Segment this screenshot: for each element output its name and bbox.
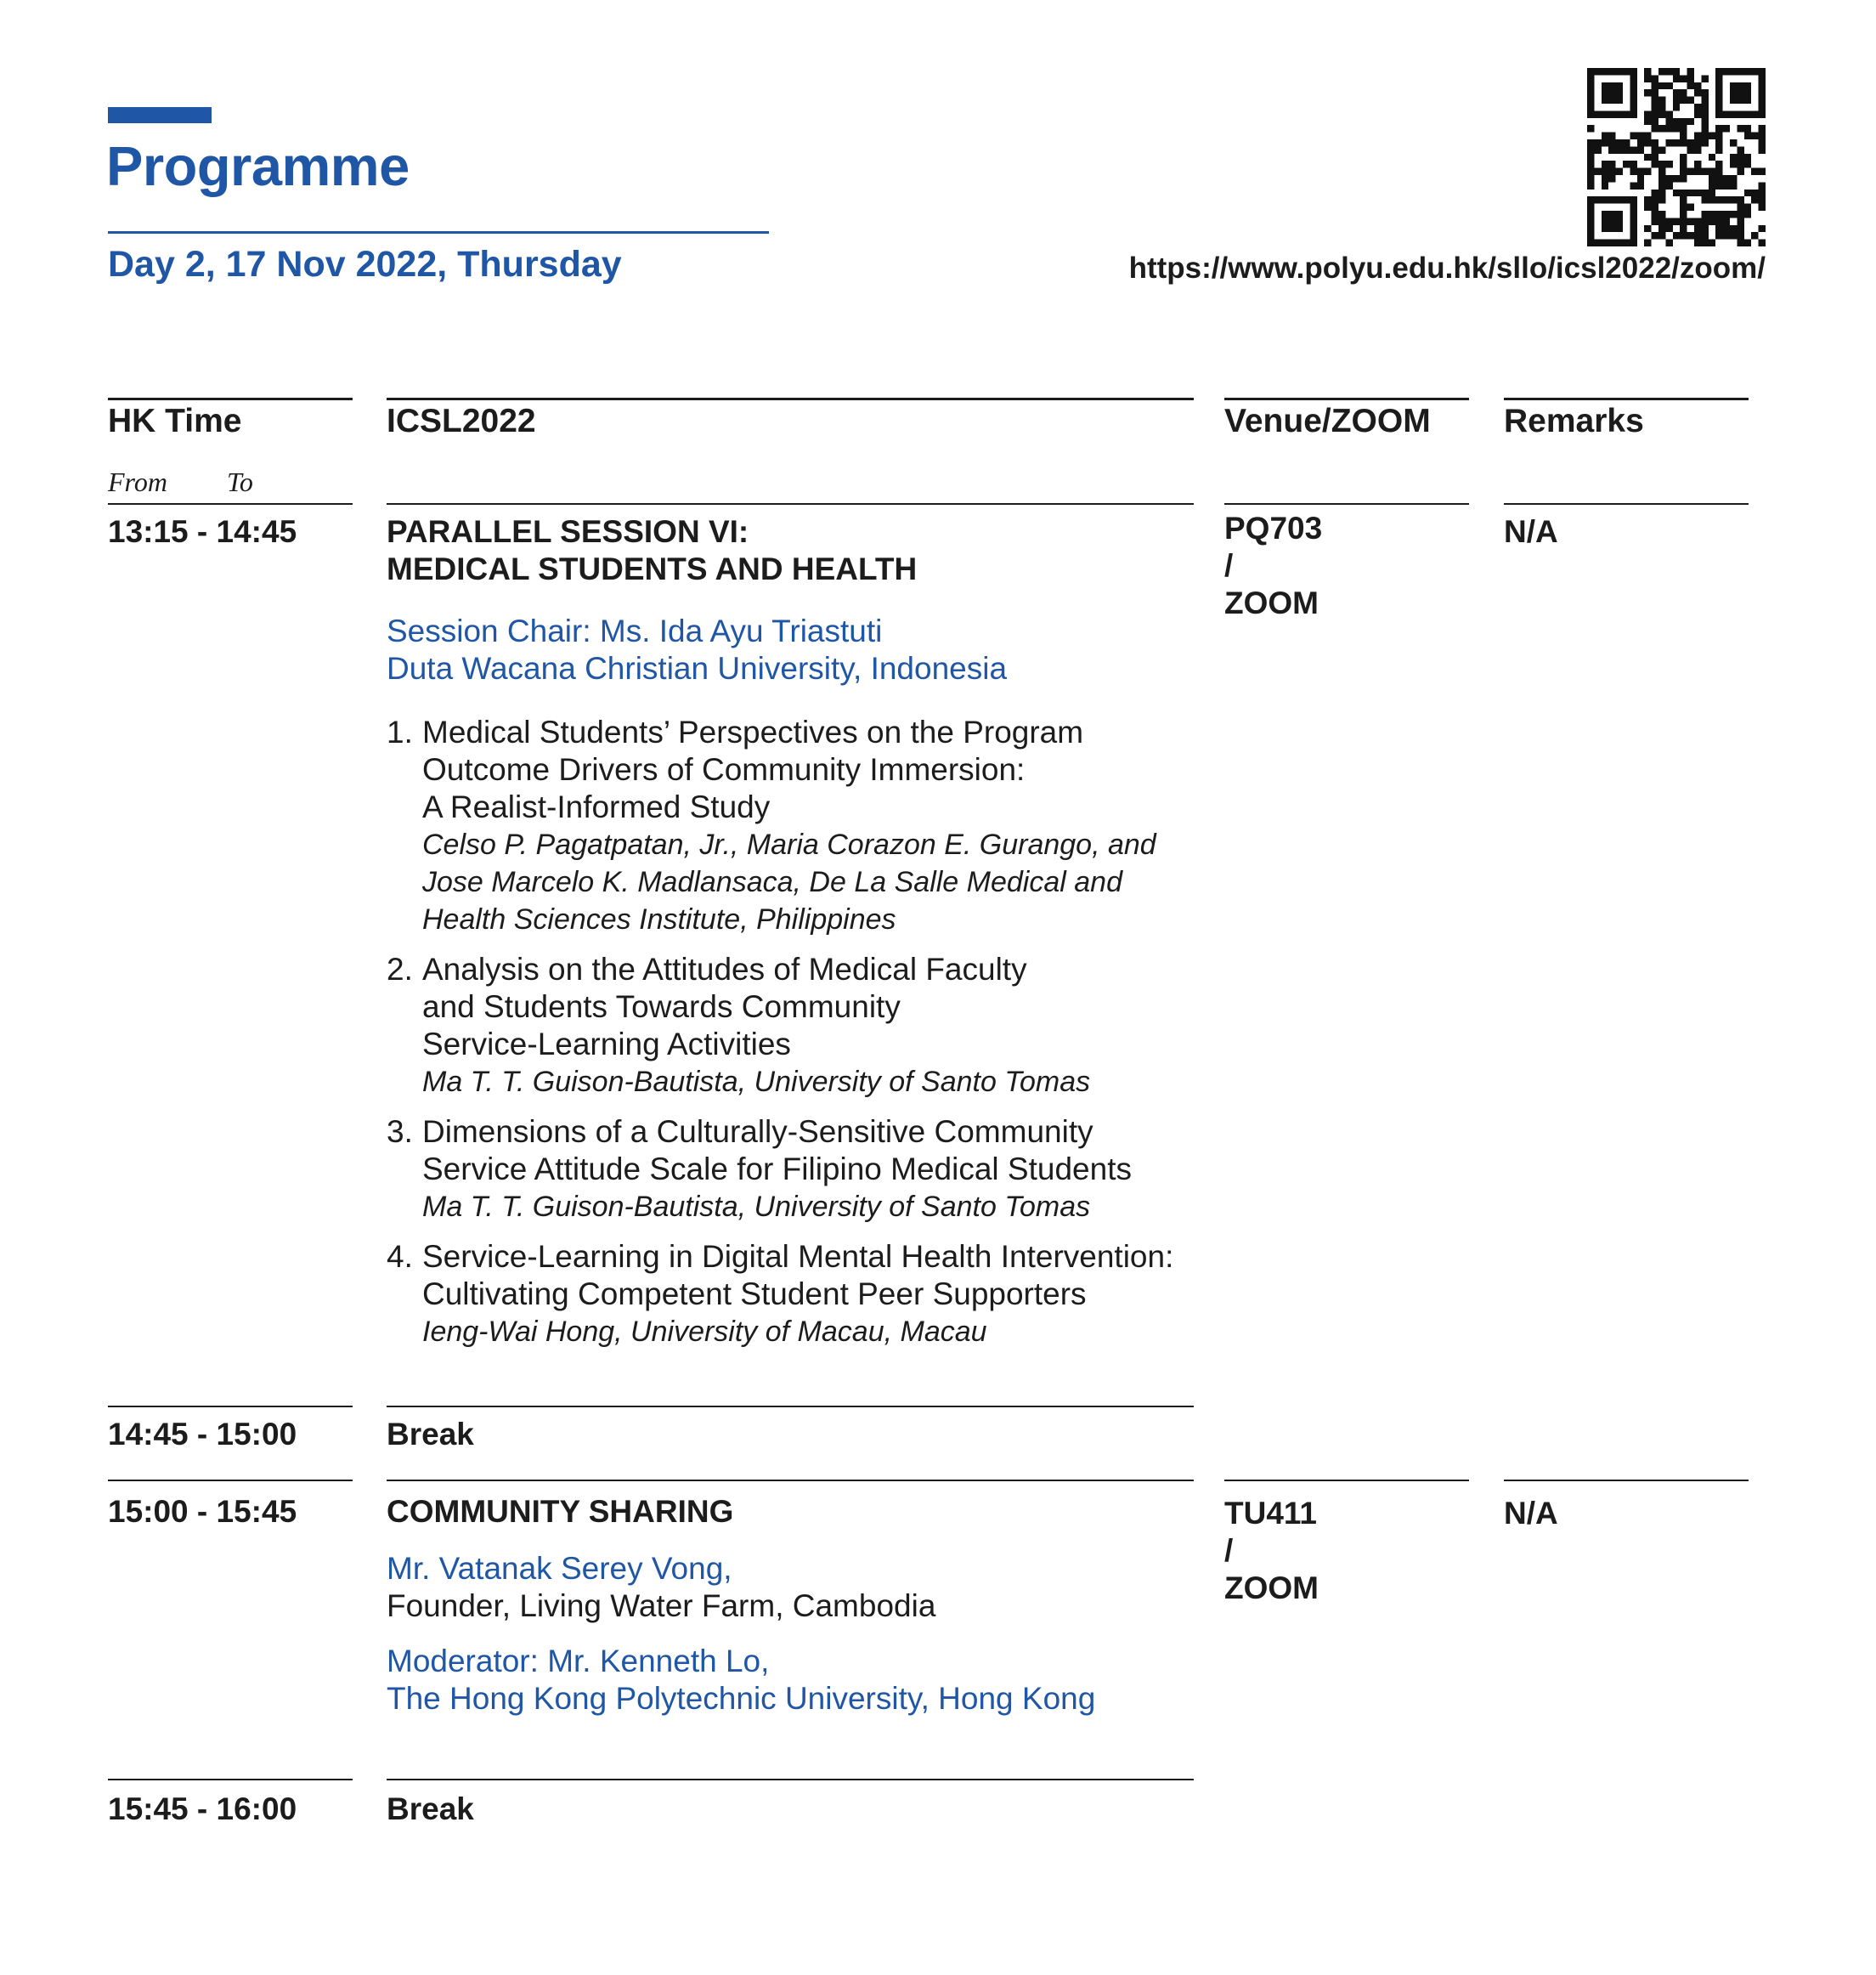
paper-authors: Ieng-Wai Hong, University of Macau, Macau [422,1316,987,1348]
qr-code-icon[interactable] [1587,68,1766,246]
session1-remarks: N/A [1504,514,1558,549]
break2-label: Break [387,1791,474,1826]
paper-item [387,714,1194,938]
row-rule-venue [1224,503,1469,505]
session1-venue: PQ703 / ZOOM [1224,511,1323,620]
break1-rule-event [387,1406,1194,1407]
session2-venue: TU411 / ZOOM [1224,1496,1319,1605]
column-header-event: ICSL2022 [387,403,536,439]
column-subheader-to: To [227,467,253,497]
day-subtitle: Day 2, 17 Nov 2022, Thursday [108,244,622,285]
session1-title: PARALLEL SESSION VI: MEDICAL STUDENTS AND HEALTH [387,514,918,586]
paper-authors: Celso P. Pagatpatan, Jr., Maria Corazon E. Gurango, and Jose Marcelo K. Madlansaca, De La Salle Medical and Health Sciences Institute, Philippines [422,829,1156,936]
header-rule-venue [1224,398,1469,400]
paper-title: Dimensions of a Culturally-Sensitive Community Service Attitude Scale for Filipino Medical Students [422,1114,1132,1186]
session2-rule-event [387,1480,1194,1481]
paper-title: Analysis on the Attitudes of Medical Faculty and Students Towards Community Service-Learning Activities [422,952,1027,1061]
paper-authors: Ma T. T. Guison-Bautista, University of Santo Tomas [422,1191,1091,1223]
break1-rule-time [108,1406,353,1407]
paper-title: Service-Learning in Digital Mental Health Intervention: Cultivating Competent Student Peer Supporters [422,1239,1174,1311]
break1-time: 14:45 - 15:00 [108,1417,297,1452]
session2-speaker: Mr. Vatanak Serey Vong, [387,1551,732,1586]
row-rule-event [387,503,1194,505]
session2-speaker-role: Founder, Living Water Farm, Cambodia [387,1588,936,1623]
break2-time: 15:45 - 16:00 [108,1791,297,1826]
break2-rule-event [387,1779,1194,1780]
session2-rule-remarks [1504,1480,1749,1481]
column-header-time: HK Time [108,403,242,439]
session2-title: COMMUNITY SHARING [387,1494,734,1529]
paper-item [387,1238,1194,1350]
header-rule-event [387,398,1194,400]
session2-rule-time [108,1480,353,1481]
paper-number: 3. [387,1114,413,1149]
column-header-venue: Venue/ZOOM [1224,403,1431,439]
session2-block [387,1493,1194,1718]
row-rule-time [108,503,353,505]
paper-number: 2. [387,952,413,987]
paper-item [387,1113,1194,1225]
break2-rule-time [108,1779,353,1780]
break1-label: Break [387,1417,474,1452]
session1-chair: Session Chair: Ms. Ida Ayu Triastuti Duta Wacana Christian University, Indonesia [387,614,1008,686]
session2-moderator: Moderator: Mr. Kenneth Lo, The Hong Kong Polytechnic University, Hong Kong [387,1644,1096,1716]
paper-number: 4. [387,1239,413,1274]
header-rule-remarks [1504,398,1749,400]
paper-title: Medical Students’ Perspectives on the Program Outcome Drivers of Community Immersion: A Realist-Informed Study [422,715,1084,824]
title-divider [108,231,769,234]
session2-time: 15:00 - 15:45 [108,1494,297,1529]
page-title: Programme [106,135,410,197]
session1-time: 13:15 - 14:45 [108,514,297,549]
zoom-url-link[interactable]: https://www.polyu.edu.hk/sllo/icsl2022/zoom/ [1128,252,1766,285]
paper-item [387,951,1194,1101]
title-accent-bar [108,107,212,123]
session2-rule-venue [1224,1480,1469,1481]
header-rule-time [108,398,353,400]
paper-number: 1. [387,715,413,750]
session1-block [387,513,1194,1363]
session2-remarks: N/A [1504,1496,1558,1531]
column-header-remarks: Remarks [1504,403,1644,439]
column-subheader-from: From [108,467,167,497]
session1-paper-list [387,714,1194,1350]
row-rule-remarks [1504,503,1749,505]
paper-authors: Ma T. T. Guison-Bautista, University of Santo Tomas [422,1066,1091,1098]
